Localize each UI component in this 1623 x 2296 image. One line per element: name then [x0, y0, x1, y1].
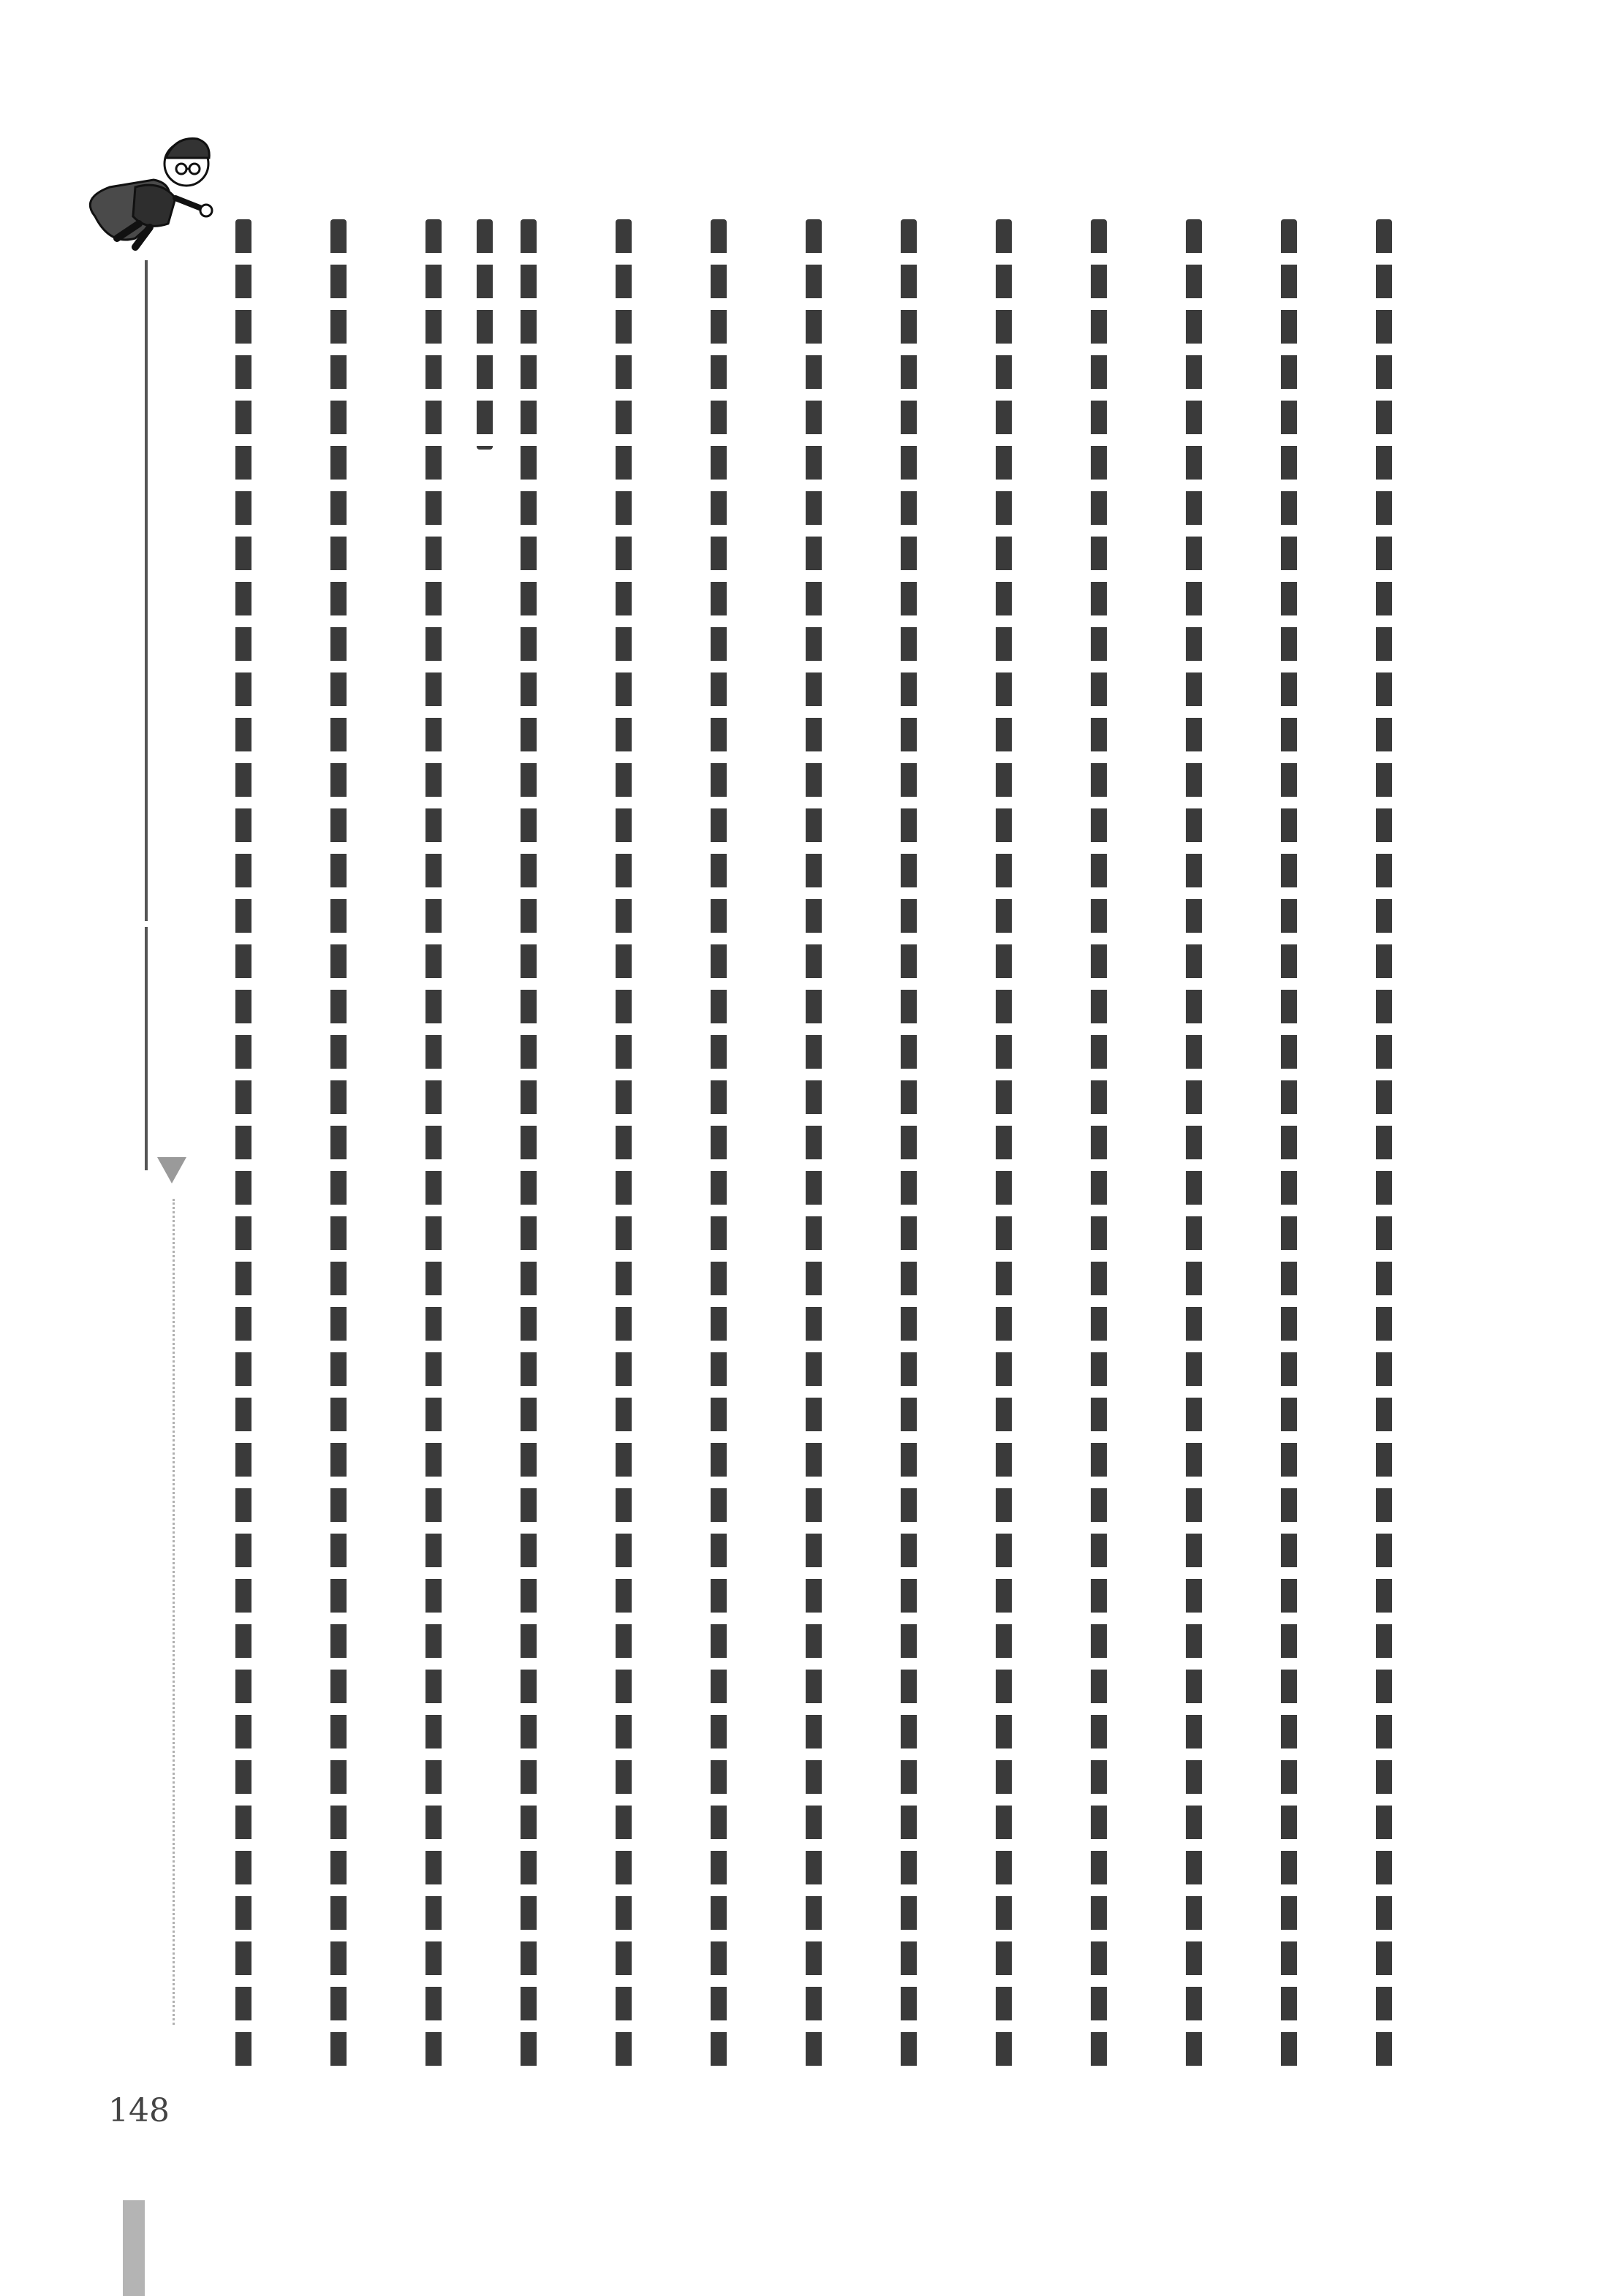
text-column-14 [1376, 219, 1392, 2076]
margin-bar [123, 2200, 145, 2296]
header-dotted-rule [173, 1199, 175, 2025]
text-column-3 [425, 219, 442, 2076]
running-header [145, 260, 156, 1170]
text-column-13 [1281, 219, 1297, 2076]
header-triangle-icon [157, 1157, 186, 1183]
text-column-11 [1091, 219, 1107, 2076]
text-column-1 [235, 219, 251, 2076]
page-number: 148 [108, 2092, 170, 2129]
text-column-5 [521, 219, 537, 2076]
text-column-6 [616, 219, 632, 2076]
text-column-9 [901, 219, 917, 2076]
cartoon-child-with-glasses-icon [66, 129, 219, 253]
text-column-10 [996, 219, 1012, 2076]
text-column-4 [477, 219, 493, 450]
text-column-12 [1186, 219, 1202, 2076]
text-column-7 [711, 219, 727, 2076]
text-column-8 [806, 219, 822, 2076]
text-column-2 [330, 219, 347, 2076]
running-header-separator [143, 921, 156, 927]
